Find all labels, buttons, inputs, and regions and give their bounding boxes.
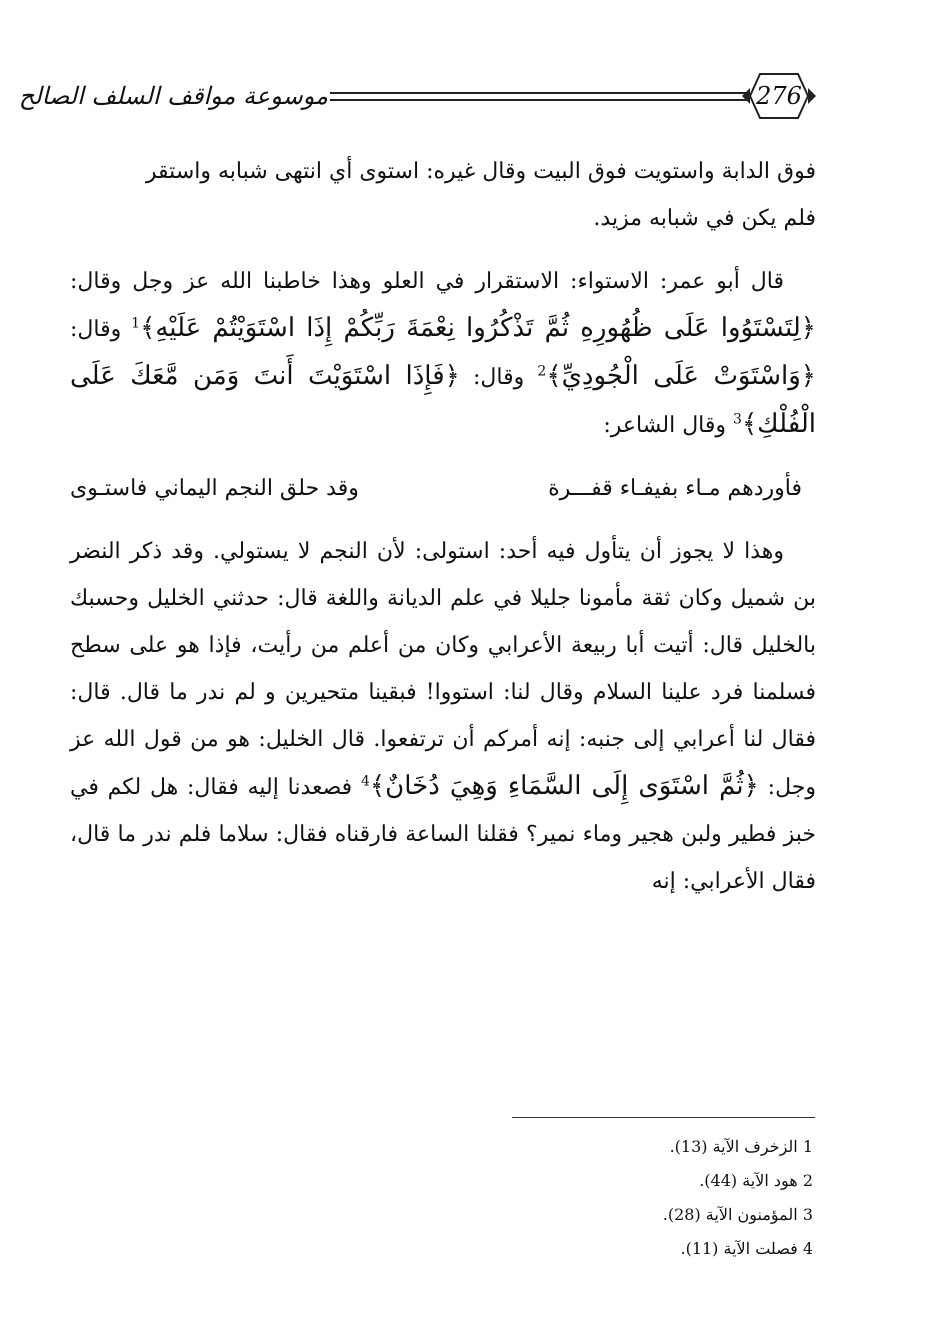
- text-run: وقال:: [459, 365, 538, 390]
- page-header: [18, 68, 850, 124]
- text-run: وقال:: [70, 269, 122, 294]
- header-rule: [330, 99, 750, 101]
- text-run: وقال:: [70, 317, 132, 342]
- footnote-item: 2 هود الآية (44).: [699, 1171, 813, 1190]
- poetry-verse: [70, 465, 816, 512]
- quran-verse: ﴿فَإِذَا اسْتَوَيْتَ أَنتَ وَمَن مَّعَكَ عَلَى الْفُلْكِ﴾: [70, 361, 816, 439]
- quran-verse: ﴿وَاسْتَوَتْ عَلَى الْجُودِيِّ﴾: [546, 361, 816, 391]
- footnote-ref: 4: [361, 773, 370, 790]
- footnote-item: 1 الزخرف الآية (13).: [669, 1137, 813, 1156]
- footnote-ref: 3: [733, 411, 742, 428]
- verse-hemistich-right: فأوردهم مـاء بفيفـاء قفـــرة: [548, 476, 802, 501]
- paragraph-1: [70, 148, 816, 242]
- text-run: فصعدنا إليه فقال: هل لكم في خبز فطير ولبن هجير وماء نمير؟ فقلنا الساعة فارقناه فقال: سلاما فلم ندر ما قال، فقال الأعرابي: إنه: [70, 775, 816, 894]
- text-run: قال أبو عمر: الاستواء: الاستقرار في العلو وهذا خاطبنا الله عز وجل: [132, 269, 784, 294]
- footnote-ref: 2: [537, 363, 547, 380]
- header-rule: [330, 92, 750, 94]
- text-run: وقال الشاعر:: [603, 413, 734, 438]
- page-number: 276: [756, 82, 802, 110]
- text-run: وهذا لا يجوز أن يتأول فيه أحد: استولى: لأن النجم لا يستولي. وقد ذكر النضر بن شميل وكان ثقة مأمونا جليلا في علم الديانة واللغة قال: حدثني الخليل وحسبك بالخليل قال: أتيت أبا ربيعة الأعرابي وكان من أعلم من رأيت، فإذا هو على سطح فسلمنا فرد علينا السلام وقال لنا: استووا! فبقينا متحيرين و لم ندر ما قال. قال: فقال لنا أعرابي إلى جنبه: إنه أمركم أن ترتفعوا. قال الخليل: هو من قول الله عز وجل:: [70, 539, 816, 800]
- paragraph-3: [70, 528, 816, 905]
- footnote-item: 3 المؤمنون الآية (28).: [662, 1205, 813, 1224]
- footnotes: [663, 1130, 813, 1266]
- quran-verse: ﴿لِتَسْتَوُوا عَلَى ظُهُورِهِ ثُمَّ تَذْكُرُوا نِعْمَةَ رَبِّكُمْ إِذَا اسْتَوَيْتُمْ عَلَيْهِ﴾: [140, 313, 817, 343]
- footnote-item: 4 فصلت الآية (11).: [680, 1239, 813, 1258]
- footnote-separator: [512, 1117, 815, 1118]
- text-line: فلم يكن في شبابه مزيد.: [593, 206, 816, 231]
- text-line: فوق الدابة واستويت فوق البيت وقال غيره: استوى أي انتهى شبابه واستقر: [145, 159, 816, 184]
- footnote-ref: 1: [131, 315, 141, 332]
- book-title: موسوعة مواقف السلف الصالح: [18, 82, 328, 110]
- paragraph-2: [70, 258, 816, 449]
- quran-verse: ﴿ثُمَّ اسْتَوَى إِلَى السَّمَاءِ وَهِيَ دُخَانٌ﴾: [369, 771, 759, 801]
- verse-hemistich-left: وقد حلق النجم اليماني فاستـوى: [70, 476, 359, 501]
- main-text: [70, 148, 816, 905]
